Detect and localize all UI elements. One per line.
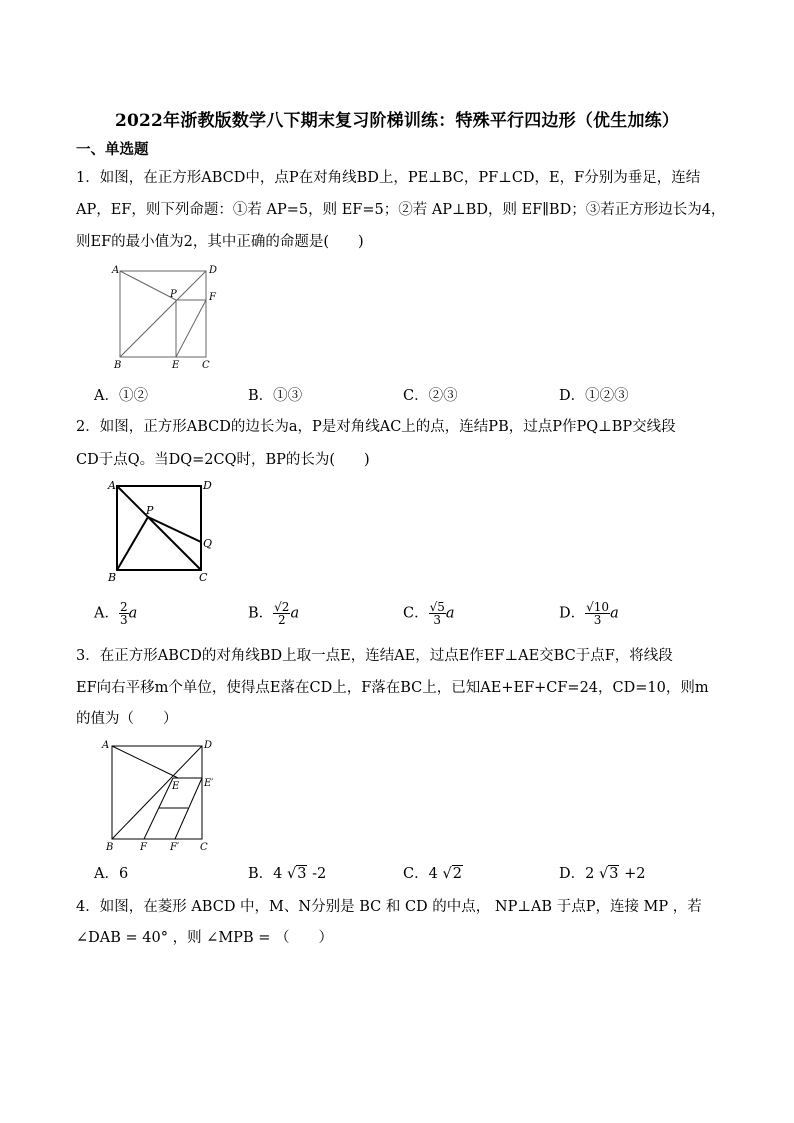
- q3-label-c: C: [200, 842, 208, 853]
- q3-label-d: D: [204, 740, 213, 751]
- q1-label-c: C: [202, 360, 210, 370]
- q3-line-3: 的值为（ ）: [76, 711, 178, 727]
- q2-line-2: CD于点Q。当DQ=2CQ时，BP的长为( ): [76, 452, 370, 468]
- q1-option-c: C．②③: [403, 388, 458, 404]
- q1-line-1: 1．如图，在正方形ABCD中，点P在对角线BD上，PE⊥BC，PF⊥CD，E，F分别为垂足，连结: [76, 170, 701, 186]
- q2-label-p: P: [146, 504, 154, 517]
- q3-label-b: B: [106, 842, 114, 853]
- q1-line-2: AP，EF，则下列命题：①若 AP=5，则 EF=5；②若 AP⊥BD，则 EF∥BD；③若正方形边长为4，: [76, 202, 726, 218]
- q2-option-c: C． $\frac{√5}{3}$ a: [403, 600, 455, 627]
- q1-label-a: A: [112, 265, 120, 276]
- q3-label-a: A: [102, 740, 110, 751]
- q2-label-q: Q: [203, 537, 213, 550]
- q3-label-e-prime: E′: [204, 778, 214, 789]
- q3-line-2: EF向右平移m个单位，使得点E落在CD上，F落在BC上，已知AE+EF+CF=24，CD=10，则m: [76, 680, 709, 696]
- q3-label-f: F: [140, 842, 147, 853]
- q3-option-d: D．2 √3 +2: [559, 866, 646, 882]
- section-heading: 一、单选题: [76, 141, 149, 158]
- page-title: 2022年浙教版数学八下期末复习阶梯训练：特殊平行四边形（优生加练）: [114, 111, 680, 131]
- q3-label-e: E: [172, 781, 180, 792]
- q1-label-d: D: [209, 265, 218, 276]
- q3-option-c: C．4 √2: [403, 866, 462, 882]
- q1-label-p: P: [170, 289, 177, 300]
- q1-label-e: E: [172, 360, 180, 370]
- q4-line-1: 4．如图，在菱形 ABCD 中，M、N分别是 BC 和 CD 的中点， NP⊥AB 于点P，连接 MP ，若: [76, 899, 702, 915]
- q1-option-b: B．①③: [248, 388, 303, 404]
- q4-line-2: ∠DAB = 40° ，则 ∠MPB = （ ）: [76, 930, 333, 946]
- q2-figure: [104, 474, 222, 590]
- q2-option-b: B． $\frac{√2}{2}$ a: [248, 600, 300, 627]
- q2-label-b: B: [108, 571, 117, 584]
- q2-option-d: D． $\frac{√10}{3}$ a: [559, 600, 619, 627]
- q1-label-b: B: [114, 360, 122, 370]
- q3-label-f-prime: F′: [170, 842, 180, 853]
- q3-line-1: 3．在正方形ABCD的对角线BD上取一点E，连结AE，过点E作EF⊥AE交BC于点F，将线段: [76, 648, 673, 664]
- q1-label-f: F: [209, 292, 216, 303]
- q2-label-c: C: [199, 571, 208, 584]
- q2-label-a: A: [108, 479, 116, 492]
- q2-label-d: D: [203, 479, 212, 492]
- q1-line-3: 则EF的最小值为2，其中正确的命题是( ): [76, 234, 364, 250]
- q1-figure: [108, 260, 224, 374]
- q1-option-d: D．①②③: [559, 388, 629, 404]
- q3-figure: [98, 736, 222, 858]
- q2-option-a: A． $\frac{2}{3}$ a: [94, 600, 138, 627]
- q3-option-b: B．4 √3 -2: [248, 866, 327, 882]
- q2-line-1: 2．如图，正方形ABCD的边长为a，P是对角线AC上的点，连结PB，过点P作PQ⊥BP交线段: [76, 419, 676, 435]
- q1-option-a: A．①②: [94, 388, 148, 404]
- q3-option-a: A．6: [94, 866, 129, 882]
